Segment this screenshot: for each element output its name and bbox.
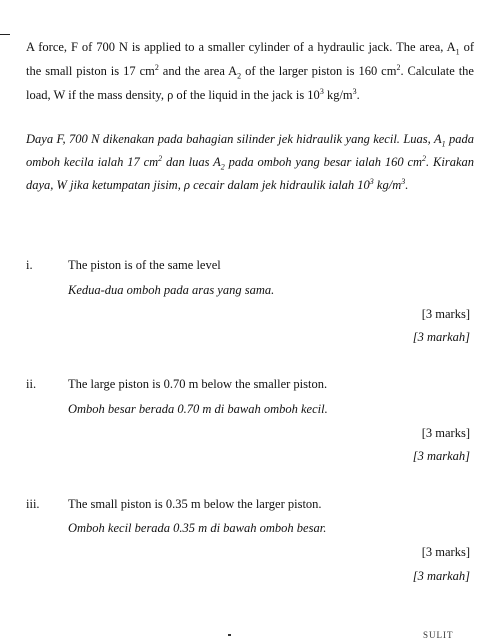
q-my-text-5: . Kirakan daya, W jika ketumpatan jisim, ρ cecair dalam jek hidraulik ialah 10 <box>26 155 474 192</box>
item-number: i. <box>26 258 33 272</box>
q-my-sup-2: 2 <box>422 153 427 163</box>
marks-malay: [3 markah] <box>412 569 470 583</box>
question-english <box>26 35 474 107</box>
q-en-sup-3: 3 <box>319 86 324 96</box>
item-text-malay: Omboh kecil berada 0.35 m di bawah omboh besar. <box>68 521 327 535</box>
q-en-text-2: of the small piston is 17 cm <box>26 40 474 78</box>
marks-english: [3 marks] <box>421 426 470 440</box>
q-my-sup-1: 2 <box>158 153 163 163</box>
q-my-sup-4: 3 <box>401 176 406 186</box>
q-my-text-4: pada omboh yang besar ialah 160 cm <box>224 155 423 169</box>
margin-line <box>0 34 10 35</box>
q-my-text-7: . <box>405 178 409 192</box>
sulit-label: SULIT <box>423 630 454 640</box>
q-en-text-3: and the area A <box>158 64 238 78</box>
q-en-sub-1: 1 <box>455 47 460 57</box>
q-my-text-3: dan luas A <box>162 155 221 169</box>
q-en-sup-1: 2 <box>154 62 159 72</box>
q-my-text-1: Daya F, 700 N dikenakan pada bahagian silinder jek hidraulik yang kecil. Luas, A <box>26 132 442 146</box>
q-en-text-7: . <box>356 88 360 102</box>
q-en-sup-4: 3 <box>352 86 357 96</box>
q-en-text-4: of the larger piston is 160 cm <box>241 64 397 78</box>
q-my-sub-2: 2 <box>220 162 225 172</box>
q-en-text-1: A force, F of 700 N is applied to a smaller cylinder of a hydraulic jack. The area, A <box>26 40 456 54</box>
item-number: iii. <box>26 497 40 511</box>
marks-english: [3 marks] <box>421 545 470 559</box>
item-text-english: The piston is of the same level <box>68 258 221 272</box>
item-number: ii. <box>26 377 37 391</box>
q-en-text-6: kg/m <box>323 88 353 102</box>
item-text-malay: Kedua-dua omboh pada aras yang sama. <box>68 283 275 297</box>
q-my-sub-1: 1 <box>441 139 446 149</box>
item-text-english: The large piston is 0.70 m below the smaller piston. <box>68 377 328 391</box>
q-en-sub-2: 2 <box>237 71 242 81</box>
item-text-english: The small piston is 0.35 m below the larger piston. <box>68 497 322 511</box>
q-my-text-6: kg/m <box>373 178 402 192</box>
question-malay <box>26 128 474 197</box>
q-my-text-2: pada omboh kecila ialah 17 cm <box>26 132 474 169</box>
q-en-sup-2: 2 <box>396 62 401 72</box>
q-my-sup-3: 3 <box>369 176 374 186</box>
q-en-text-5: . Calculate the load, W if the mass density, ρ of the liquid in the jack is 10 <box>26 64 474 102</box>
marks-english: [3 marks] <box>421 307 470 321</box>
marks-malay: [3 markah] <box>412 449 470 463</box>
marks-malay: [3 markah] <box>412 330 470 344</box>
item-text-malay: Omboh besar berada 0.70 m di bawah omboh kecil. <box>68 402 328 416</box>
page-number-mark <box>228 634 231 636</box>
